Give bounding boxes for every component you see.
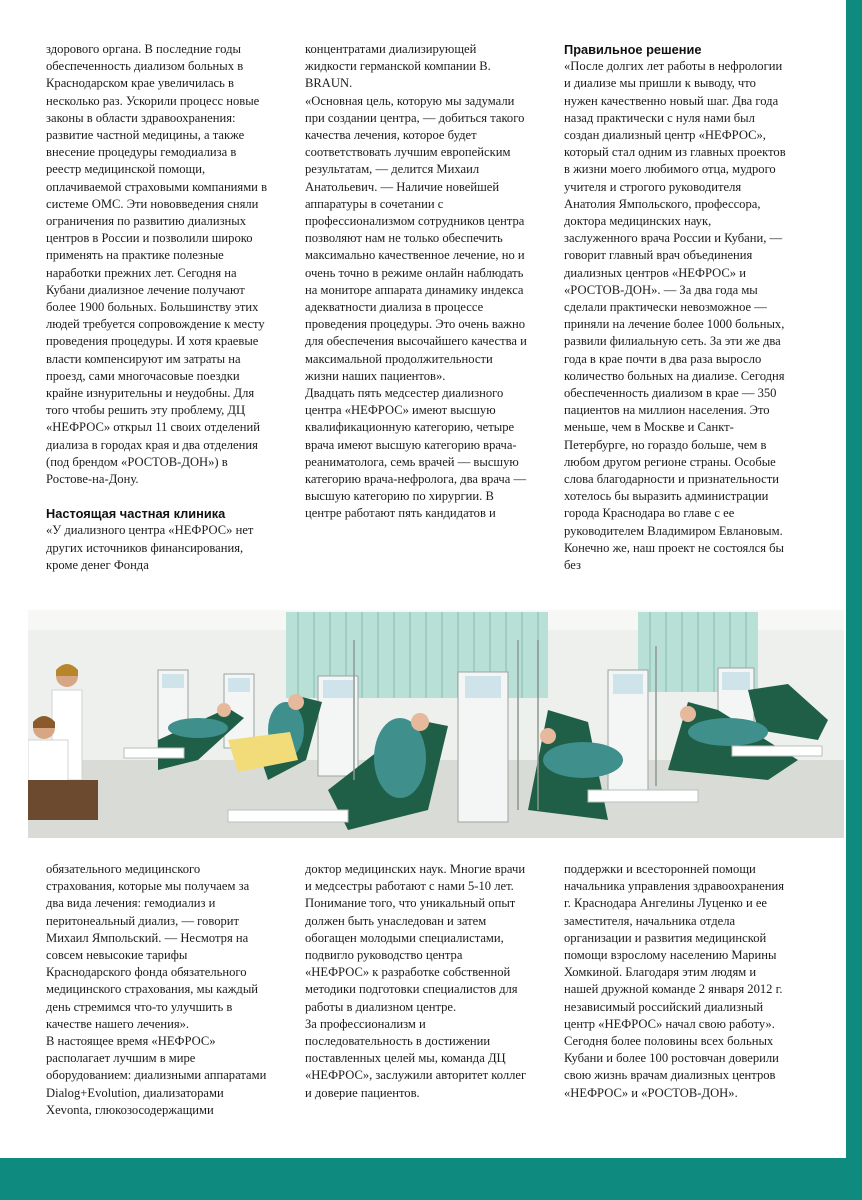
- patient: [168, 718, 228, 738]
- paragraph: За профессионализм и последовательность в достижении поставленных целей мы, команда ДЦ «НЕФРОС», заслужили авторитет коллег и доверие пациентов.: [305, 1016, 527, 1100]
- text-column-3: [564, 41, 786, 574]
- paragraph: «У диализного центра «НЕФРОС» нет других источников финансирования, кроме денег Фонда: [46, 523, 254, 572]
- patient: [543, 742, 623, 778]
- paragraph: «После долгих лет работы в нефрологии и диализе мы пришли к выводу, что нужен качественно новый шаг. Два года назад практически с нуля нами был создан диализный центр «НЕФРОС», который стал одним из главных проектов в жизни моего любимого отца, мудрого учителя и строгого руководителя Анатолия Ямпольского, профессора, доктора медицинских наук, заслуженного врача России и Кубани, — говорит главный врач объединения диализных центров «НЕФРОС» и «РОСТОВ-ДОН». — За два года мы сделали практически невозможное — приняли на лечение более 1000 больных, развили филиальную сеть. За эти же два года в крае почти в два раза выросло количество больных на диализе. Сегодня обеспеченность диализом в крае — 350 пациентов на миллион населения. Это меньше, чем в Москве и Санкт-Петербурге, но гораздо больше, чем в любом другом регионе страны. Особые слова благодарности и признательности хотелось бы выразить администрации города Краснодара во главе с ее руководителем Владимиром Евлановым. Конечно же, наш проект не состоялся бы без: [564, 59, 786, 573]
- section-heading: Правильное решение: [564, 42, 702, 57]
- paragraph: доктор медицинских наук. Многие врачи и медсестры работают с нами 5-10 лет.: [305, 862, 526, 894]
- paragraph: «Основная цель, которую мы задумали при создании центра, — добиться такого качества лечения, которое будет соответствовать лучшим европейским результатам, — делится Михаил Анатольевич. — Наличие новейшей аппаратуры в сочетании с профессионализмом сотрудников центра позволяют нам не только обеспечить максимально качественное лечение, но и очень точно в режиме онлайн наблюдать на мониторе аппарата динамику индекса адекватности диализа в процессе проведения процедуры. Это очень важно для обеспечения высочайшего качества и максимальной продолжительности жизни наших пациентов».: [305, 93, 527, 383]
- paragraph: обязательного медицинского страхования, которые мы получаем за два вида лечения: гемодиализ и перитонеальный диализ, — говорит Михаил Ямпольский. — Несмотря на совсем невысокие тарифы Краснодарского фонда обязательного медицинского страхования, мы каждый день стремимся что-то улучшить в качестве нашего лечения».: [46, 862, 259, 1031]
- paragraph: Понимание того, что уникальный опыт должен быть унаследован и затем обогащен молодыми специалистами, подвигло руководство центра «НЕФРОС» к разработке собственной методики подготовки специалистов для работы в диализном центре.: [305, 896, 518, 1014]
- section-heading: Настоящая частная клиника: [46, 506, 226, 522]
- text-column-6: [564, 861, 786, 1102]
- paragraph: Двадцать пять медсестер диализного центра «НЕФРОС» имеют высшую квалификационную категорию, четыре врача имеют высшую категорию врача-реаниматолога, семь врачей — высшую категорию врача-нефролога, два врача — высшую категорию по хирургии. В центре работают пять кандидатов и: [305, 386, 527, 521]
- text-column-4: [46, 861, 268, 1119]
- text-column-5: [305, 861, 527, 1102]
- text-column-2: [305, 41, 527, 523]
- text-column-1: [46, 41, 268, 574]
- bed-table: [588, 790, 698, 802]
- patient: [688, 718, 768, 746]
- dialysis-ward-illustration: [28, 610, 844, 838]
- bed-table: [228, 810, 348, 822]
- paragraph: поддержки и всесторонней помощи начальника управления здравоохранения г. Краснодара Ангелины Луценко и ее заместителя, начальника отдела организации и развития медицинской помощи взрослому населению Марины Хомкиной. Благодаря этим людям и нашей дружной команде 2 января 2012 г. независимый российский диализный центр «НЕФРОС» начал свою работу». Сегодня более половины всех больных Кубани и более 100 ростовчан доверили свою жизнь врачам диализных центров «НЕФРОС» и «РОСТОВ-ДОН».: [564, 862, 784, 1100]
- bed-table: [732, 746, 822, 756]
- bottom-accent-bar: [0, 1158, 862, 1200]
- paragraph: здорового органа. В последние годы обеспеченность диализом больных в Краснодарском крае увеличилась в несколько раз. Ускорили процесс новые законы в области здравоохранения: развитие частной медицины, а также внесение процедуры гемодиализа в реестр медицинской помощи, оплачиваемой страховыми компаниями в системе ОМС. Эти нововведения сняли ограничения по развитию диализных центров в России и позволили широко применять на практике полезные наработки прежних лет. Сегодня на Кубани диализное лечение получают более 1900 больных. Большинству этих людей требуется сопровождение к месту проведения процедуры. И хотя краевые власти компенсируют им затраты на проезд, сами многочасовые поездки крайне изнурительны и неудобны. Для того чтобы решить эту проблему, ДЦ «НЕФРОС» открыл 11 своих отделений диализа в городах края и два отделения (под брендом «РОСТОВ-ДОН») в Ростове-на-Дону.: [46, 42, 268, 487]
- dialysis-ward-photo: [28, 610, 844, 838]
- paragraph: В настоящее время «НЕФРОС» располагает лучшим в мире оборудованием: диализными аппаратами Dialog+Evolution, диализаторами Xevonta, глюкозосодержащими: [46, 1034, 267, 1117]
- right-accent-bar: [846, 0, 862, 1158]
- bed-table: [124, 748, 184, 758]
- paragraph: концентратами диализирующей жидкости германской компании B. BRAUN.: [305, 42, 491, 91]
